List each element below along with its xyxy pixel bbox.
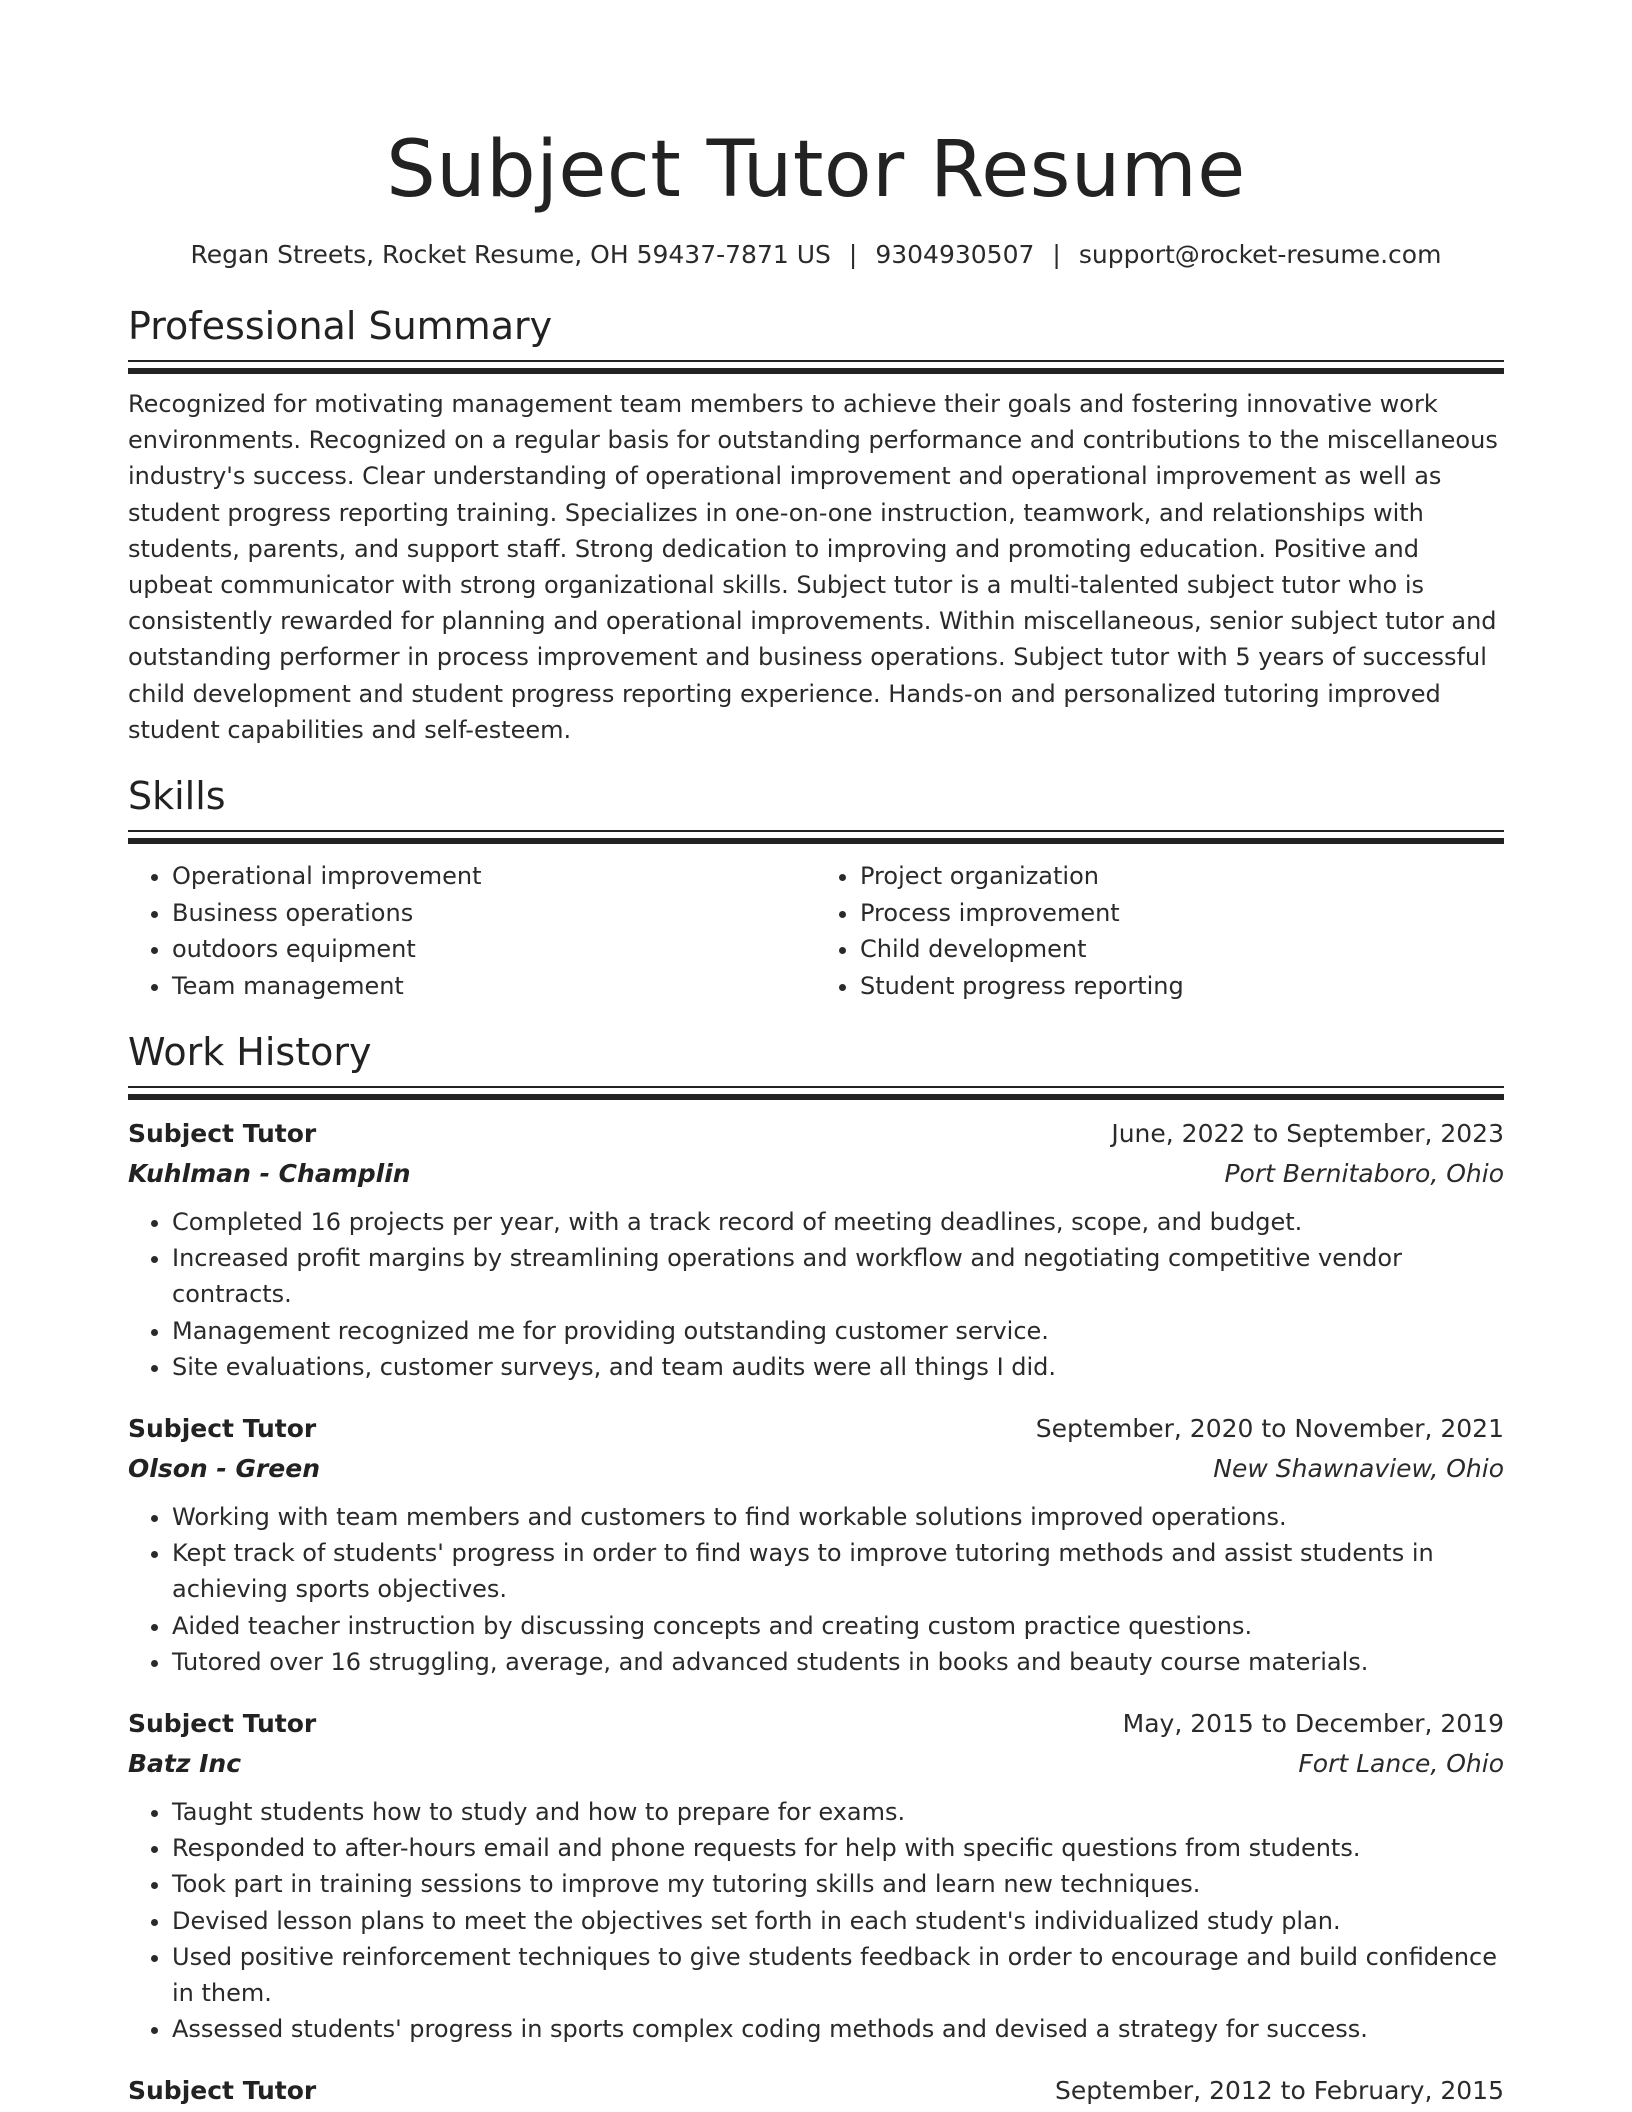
job-title: Subject Tutor xyxy=(128,2076,317,2106)
job-dates: June, 2022 to September, 2023 xyxy=(1111,1119,1504,1149)
contact-phone: 9304930507 xyxy=(875,240,1035,269)
job-bullet: • Taught students how to study and how to prepare for exams. xyxy=(172,1794,1504,1830)
job-bullet: • Aided teacher instruction by discussing concepts and creating custom practice questions. xyxy=(172,1608,1504,1644)
job-dates: May, 2015 to December, 2019 xyxy=(1122,1709,1504,1739)
skill-item: • outdoors equipment xyxy=(172,931,816,968)
resume-page xyxy=(128,0,1504,2111)
job-company: Batz Inc xyxy=(128,1749,242,1779)
skill-item: • Operational improvement xyxy=(172,858,816,895)
job-bullet: • Management recognized me for providing outstanding customer service. xyxy=(172,1313,1504,1349)
skills-section xyxy=(128,772,1504,1004)
job-location: Port Bernitaboro, Ohio xyxy=(1224,1159,1504,1189)
job-bullet: • Increased profit margins by streamlining operations and workflow and negotiating competitive vendor contracts. xyxy=(172,1240,1504,1312)
job-entry xyxy=(128,1409,1504,1680)
skill-item: • Process improvement xyxy=(860,895,1504,932)
job-subheader xyxy=(128,1744,1504,1784)
job-bullet: • Responded to after-hours email and phone requests for help with specific questions from students. xyxy=(172,1830,1504,1866)
section-heading-skills: Skills xyxy=(128,774,226,819)
job-header xyxy=(128,1409,1504,1449)
job-bullet: • Tutored over 16 struggling, average, and advanced students in books and beauty course materials. xyxy=(172,1644,1504,1680)
contact-address: Regan Streets, Rocket Resume, OH 59437-7871 US xyxy=(190,240,831,269)
job-bullet: • Kept track of students' progress in order to find ways to improve tutoring methods and assist students in achieving sports objectives. xyxy=(172,1535,1504,1607)
skills-list xyxy=(128,858,1504,1004)
job-header xyxy=(128,1114,1504,1154)
job-title: Subject Tutor xyxy=(128,1414,317,1444)
job-company: Kuhlman - Champlin xyxy=(128,1159,411,1189)
section-divider xyxy=(128,830,1504,844)
job-dates: September, 2020 to November, 2021 xyxy=(1035,1414,1504,1444)
job-entry xyxy=(128,2071,1504,2111)
skills-column-left xyxy=(128,858,816,1004)
summary-section xyxy=(128,302,1504,748)
skill-item: • Project organization xyxy=(860,858,1504,895)
skills-column-right xyxy=(816,858,1504,1004)
job-header xyxy=(128,1704,1504,1744)
job-bullets xyxy=(128,1204,1504,1385)
contact-separator: | xyxy=(1052,240,1061,269)
job-bullet: • Assessed students' progress in sports complex coding methods and devised a strategy for success. xyxy=(172,2011,1504,2047)
job-bullets xyxy=(128,1499,1504,1680)
resume-title: Subject Tutor Resume xyxy=(386,125,1246,215)
job-location: New Shawnaview, Ohio xyxy=(1213,1454,1504,1484)
contact-email: support@rocket-resume.com xyxy=(1078,240,1442,269)
section-divider xyxy=(128,1086,1504,1100)
job-bullet: • Used positive reinforcement techniques to give students feedback in order to encourage and build confidence in them. xyxy=(172,1939,1504,2011)
job-bullet: • Took part in training sessions to improve my tutoring skills and learn new techniques. xyxy=(172,1866,1504,1902)
job-bullet: • Devised lesson plans to meet the objectives set forth in each student's individualized study plan. xyxy=(172,1903,1504,1939)
job-bullet: • Completed 16 projects per year, with a track record of meeting deadlines, scope, and budget. xyxy=(172,1204,1504,1240)
work-section xyxy=(128,1028,1504,2111)
job-header xyxy=(128,2071,1504,2111)
job-title: Subject Tutor xyxy=(128,1709,317,1739)
job-subheader xyxy=(128,1449,1504,1489)
section-divider xyxy=(128,360,1504,374)
job-bullets xyxy=(128,1794,1504,2047)
job-title: Subject Tutor xyxy=(128,1119,317,1149)
section-heading-work: Work History xyxy=(128,1030,372,1075)
job-dates: September, 2012 to February, 2015 xyxy=(1055,2076,1504,2106)
contact-separator: | xyxy=(848,240,858,269)
skill-item: • Business operations xyxy=(172,895,816,932)
job-bullet: • Working with team members and customers to find workable solutions improved operations. xyxy=(172,1499,1504,1535)
job-entry xyxy=(128,1114,1504,1385)
section-heading-summary: Professional Summary xyxy=(128,304,553,348)
job-bullet: • Site evaluations, customer surveys, and team audits were all things I did. xyxy=(172,1349,1504,1385)
summary-text: Recognized for motivating management team members to achieve their goals and fostering innovative work environments. Recognized on a regular basis for outstanding performance and contributions to the miscellaneous industry's success. Clear understanding of operational improvement and operational improvement as well as student progress reporting training. Specializes in one-on-one instruction, teamwork, and relationships with students, parents, and support staff. Strong dedication to improving and promoting education. Positive and upbeat communicator with strong organizational skills. Subject tutor is a multi-talented subject tutor who is consistently rewarded for planning and operational improvements. Within miscellaneous, senior subject tutor and outstanding performer in process improvement and business operations. Subject tutor with 5 years of successful child development and student progress reporting experience. Hands-on and personalized tutoring improved student capabilities and self-esteem. xyxy=(128,390,1498,744)
skill-item: • Team management xyxy=(172,968,816,1005)
skill-item: • Student progress reporting xyxy=(860,968,1504,1005)
job-location: Fort Lance, Ohio xyxy=(1298,1749,1504,1779)
job-company: Olson - Green xyxy=(128,1454,321,1484)
contact-line xyxy=(128,238,1504,272)
job-subheader xyxy=(128,1154,1504,1194)
skill-item: • Child development xyxy=(860,931,1504,968)
job-entry xyxy=(128,1704,1504,2047)
